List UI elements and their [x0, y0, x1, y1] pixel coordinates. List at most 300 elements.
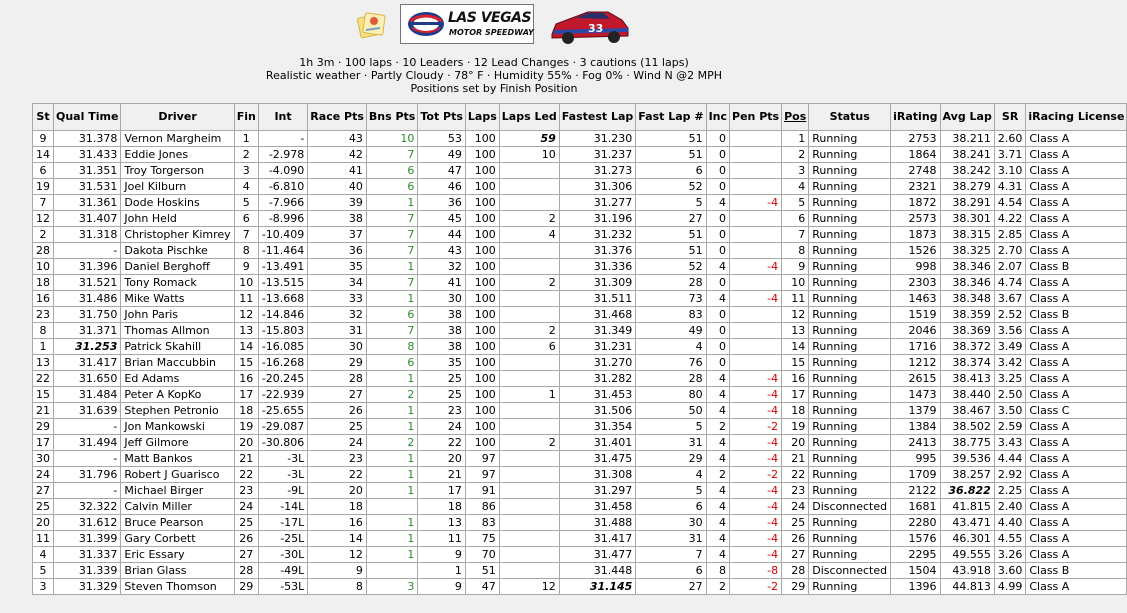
cell-status: Running: [809, 515, 891, 531]
cell-safety-rating: 4.22: [994, 211, 1026, 227]
cell-finish-pos: 13: [234, 323, 258, 339]
cell-avg-lap: 38.279: [940, 179, 994, 195]
cell-laps-led: 2: [499, 323, 559, 339]
cell-fastest-lap: 31.506: [559, 403, 636, 419]
cell-irating: 1864: [891, 147, 940, 163]
cell-incidents: 0: [706, 147, 729, 163]
cell-penalty-points: [730, 163, 782, 179]
cell-qual-time: 31.612: [54, 515, 121, 531]
cell-laps: 97: [465, 467, 499, 483]
cell-qual-time: 31.417: [54, 355, 121, 371]
cell-safety-rating: 4.44: [994, 451, 1026, 467]
cell-laps: 100: [465, 195, 499, 211]
cell-avg-lap: 38.346: [940, 275, 994, 291]
cell-position: 21: [782, 451, 809, 467]
cell-laps: 100: [465, 291, 499, 307]
cell-irating: 1473: [891, 387, 940, 403]
cell-avg-lap: 43.918: [940, 563, 994, 579]
cell-driver-name: Patrick Skahill: [121, 339, 234, 355]
cell-laps-led: [499, 563, 559, 579]
cell-interval: -16.268: [258, 355, 307, 371]
cell-irating: 2748: [891, 163, 940, 179]
cell-laps-led: [499, 403, 559, 419]
cell-fast-lap-number: 50: [636, 403, 706, 419]
cell-status: Running: [809, 467, 891, 483]
cell-irating: 2122: [891, 483, 940, 499]
cell-laps: 47: [465, 579, 499, 595]
cell-penalty-points: [730, 307, 782, 323]
cell-race-points: 34: [308, 275, 367, 291]
cell-incidents: 0: [706, 307, 729, 323]
cell-fast-lap-number: 73: [636, 291, 706, 307]
col-header-pos-sort[interactable]: [782, 104, 809, 131]
cell-driver-name: Troy Torgerson: [121, 163, 234, 179]
table-row: [33, 163, 1127, 179]
cell-penalty-points: -4: [730, 531, 782, 547]
cell-avg-lap: 44.813: [940, 579, 994, 595]
cell-race-points: 35: [308, 259, 367, 275]
table-row: [33, 435, 1127, 451]
cell-avg-lap: 38.348: [940, 291, 994, 307]
cell-safety-rating: 3.49: [994, 339, 1026, 355]
cell-fast-lap-number: 27: [636, 211, 706, 227]
cell-total-points: 45: [418, 211, 466, 227]
cell-race-points: 25: [308, 419, 367, 435]
cell-start-pos: 7: [33, 195, 54, 211]
cell-status: Running: [809, 371, 891, 387]
cell-race-points: 9: [308, 563, 367, 579]
cell-fastest-lap: 31.468: [559, 307, 636, 323]
cell-avg-lap: 49.555: [940, 547, 994, 563]
cell-finish-pos: 16: [234, 371, 258, 387]
cell-qual-time: 31.486: [54, 291, 121, 307]
cell-finish-pos: 23: [234, 483, 258, 499]
col-header-race-pts: Race Pts: [308, 104, 367, 131]
cell-laps: 100: [465, 435, 499, 451]
cell-status: Running: [809, 211, 891, 227]
table-row: [33, 323, 1127, 339]
cell-position: 13: [782, 323, 809, 339]
cell-laps-led: [499, 371, 559, 387]
cell-license-class: Class A: [1026, 467, 1127, 483]
cell-fast-lap-number: 80: [636, 387, 706, 403]
cell-license-class: Class B: [1026, 259, 1127, 275]
cell-laps: 100: [465, 355, 499, 371]
cell-safety-rating: 3.60: [994, 563, 1026, 579]
cell-qual-time: 31.494: [54, 435, 121, 451]
cell-qual-time: -: [54, 483, 121, 499]
cell-fastest-lap: 31.336: [559, 259, 636, 275]
table-row: [33, 211, 1127, 227]
car-number: 33: [588, 22, 604, 35]
cell-qual-time: 31.484: [54, 387, 121, 403]
cell-start-pos: 15: [33, 387, 54, 403]
cell-fastest-lap: 31.511: [559, 291, 636, 307]
cell-qual-time: 31.339: [54, 563, 121, 579]
cell-finish-pos: 11: [234, 291, 258, 307]
cell-interval: -11.464: [258, 243, 307, 259]
cell-status: Running: [809, 579, 891, 595]
cell-total-points: 17: [418, 483, 466, 499]
cell-penalty-points: -4: [730, 499, 782, 515]
cell-fast-lap-number: 6: [636, 499, 706, 515]
cell-laps-led: [499, 515, 559, 531]
cell-status: Running: [809, 403, 891, 419]
cell-laps: 100: [465, 259, 499, 275]
cell-irating: 2303: [891, 275, 940, 291]
cell-incidents: 0: [706, 131, 729, 147]
cell-qual-time: 31.399: [54, 531, 121, 547]
cell-driver-name: Brian Maccubbin: [121, 355, 234, 371]
cell-avg-lap: 38.467: [940, 403, 994, 419]
cell-laps-led: [499, 355, 559, 371]
cell-finish-pos: 19: [234, 419, 258, 435]
cell-irating: 995: [891, 451, 940, 467]
cell-irating: 2413: [891, 435, 940, 451]
cell-bonus-points: 2: [366, 387, 417, 403]
cell-safety-rating: 2.07: [994, 259, 1026, 275]
cell-total-points: 41: [418, 275, 466, 291]
cell-laps: 100: [465, 179, 499, 195]
cell-laps-led: 12: [499, 579, 559, 595]
cell-safety-rating: 3.71: [994, 147, 1026, 163]
cell-fastest-lap: 31.297: [559, 483, 636, 499]
cell-status: Running: [809, 227, 891, 243]
cell-avg-lap: 38.291: [940, 195, 994, 211]
cell-license-class: Class A: [1026, 355, 1127, 371]
cell-position: 26: [782, 531, 809, 547]
cell-safety-rating: 3.43: [994, 435, 1026, 451]
cell-start-pos: 4: [33, 547, 54, 563]
col-header-driver: Driver: [121, 104, 234, 131]
cell-bonus-points: 6: [366, 179, 417, 195]
cell-license-class: Class A: [1026, 419, 1127, 435]
table-row: [33, 307, 1127, 323]
cell-start-pos: 24: [33, 467, 54, 483]
cell-finish-pos: 17: [234, 387, 258, 403]
cell-race-points: 39: [308, 195, 367, 211]
cell-laps-led: [499, 163, 559, 179]
cell-avg-lap: 38.374: [940, 355, 994, 371]
cell-laps-led: [499, 195, 559, 211]
cell-race-points: 32: [308, 307, 367, 323]
cell-penalty-points: -4: [730, 291, 782, 307]
cell-irating: 1576: [891, 531, 940, 547]
cell-driver-name: Michael Birger: [121, 483, 234, 499]
cell-position: 8: [782, 243, 809, 259]
cell-status: Running: [809, 243, 891, 259]
cell-penalty-points: -4: [730, 371, 782, 387]
cell-safety-rating: 2.40: [994, 499, 1026, 515]
cell-fast-lap-number: 52: [636, 179, 706, 195]
cell-penalty-points: -2: [730, 467, 782, 483]
cell-interval: -29.087: [258, 419, 307, 435]
col-header-fastest-lap: Fastest Lap: [559, 104, 636, 131]
cell-avg-lap: 38.413: [940, 371, 994, 387]
cell-bonus-points: 7: [366, 275, 417, 291]
cell-license-class: Class A: [1026, 387, 1127, 403]
cell-safety-rating: 4.31: [994, 179, 1026, 195]
cell-fastest-lap: 31.232: [559, 227, 636, 243]
cell-laps-led: [499, 307, 559, 323]
cell-total-points: 11: [418, 531, 466, 547]
cell-irating: 2753: [891, 131, 940, 147]
cell-safety-rating: 3.56: [994, 323, 1026, 339]
cell-race-points: 40: [308, 179, 367, 195]
cell-driver-name: Steven Thomson: [121, 579, 234, 595]
table-row: [33, 547, 1127, 563]
cell-start-pos: 16: [33, 291, 54, 307]
cell-laps-led: 2: [499, 435, 559, 451]
cell-status: Running: [809, 435, 891, 451]
cell-interval: -7.966: [258, 195, 307, 211]
cell-bonus-points: [366, 499, 417, 515]
cell-bonus-points: 10: [366, 131, 417, 147]
cell-avg-lap: 38.242: [940, 163, 994, 179]
cell-license-class: Class A: [1026, 547, 1127, 563]
cell-irating: 1709: [891, 467, 940, 483]
cell-position: 11: [782, 291, 809, 307]
cell-bonus-points: 1: [366, 195, 417, 211]
cell-incidents: 0: [706, 355, 729, 371]
table-row: [33, 531, 1127, 547]
cell-incidents: 0: [706, 339, 729, 355]
cell-race-points: 12: [308, 547, 367, 563]
cell-fast-lap-number: 6: [636, 563, 706, 579]
cell-incidents: 4: [706, 515, 729, 531]
cell-fastest-lap: 31.309: [559, 275, 636, 291]
cell-status: Running: [809, 419, 891, 435]
cell-finish-pos: 18: [234, 403, 258, 419]
col-header-laps-led: Laps Led: [499, 104, 559, 131]
cell-license-class: Class A: [1026, 131, 1127, 147]
cell-penalty-points: [730, 323, 782, 339]
cell-driver-name: Thomas Allmon: [121, 323, 234, 339]
cell-incidents: 0: [706, 227, 729, 243]
cell-driver-name: Jeff Gilmore: [121, 435, 234, 451]
cell-avg-lap: 38.440: [940, 387, 994, 403]
cell-bonus-points: 7: [366, 243, 417, 259]
cell-total-points: 20: [418, 451, 466, 467]
cell-position: 3: [782, 163, 809, 179]
cell-laps: 100: [465, 163, 499, 179]
table-row: [33, 467, 1127, 483]
cell-fastest-lap: 31.488: [559, 515, 636, 531]
cell-interval: -3L: [258, 467, 307, 483]
cell-position: 27: [782, 547, 809, 563]
cell-penalty-points: -4: [730, 515, 782, 531]
cell-license-class: Class B: [1026, 307, 1127, 323]
cell-finish-pos: 21: [234, 451, 258, 467]
cell-position: 18: [782, 403, 809, 419]
cell-fastest-lap: 31.282: [559, 371, 636, 387]
cell-position: 28: [782, 563, 809, 579]
cell-incidents: 2: [706, 579, 729, 595]
cell-interval: -4.090: [258, 163, 307, 179]
cell-position: 4: [782, 179, 809, 195]
cell-qual-time: 31.650: [54, 371, 121, 387]
cell-laps: 100: [465, 339, 499, 355]
cell-driver-name: Robert J Guarisco: [121, 467, 234, 483]
cell-avg-lap: 38.325: [940, 243, 994, 259]
cell-fastest-lap: 31.270: [559, 355, 636, 371]
cell-interval: -53L: [258, 579, 307, 595]
table-row: [33, 579, 1127, 595]
cell-fast-lap-number: 49: [636, 323, 706, 339]
cell-fast-lap-number: 7: [636, 547, 706, 563]
cell-driver-name: Calvin Miller: [121, 499, 234, 515]
table-row: [33, 131, 1127, 147]
cell-status: Running: [809, 291, 891, 307]
cell-race-points: 27: [308, 387, 367, 403]
cell-driver-name: Christopher Kimrey: [121, 227, 234, 243]
cell-laps: 100: [465, 307, 499, 323]
cell-position: 25: [782, 515, 809, 531]
cell-fastest-lap: 31.308: [559, 467, 636, 483]
cell-fast-lap-number: 5: [636, 195, 706, 211]
cell-total-points: 1: [418, 563, 466, 579]
cell-laps-led: 1: [499, 387, 559, 403]
cell-position: 1: [782, 131, 809, 147]
cell-driver-name: Matt Bankos: [121, 451, 234, 467]
cell-total-points: 32: [418, 259, 466, 275]
cell-interval: -25L: [258, 531, 307, 547]
cell-penalty-points: -4: [730, 403, 782, 419]
cell-total-points: 21: [418, 467, 466, 483]
cell-total-points: 47: [418, 163, 466, 179]
cell-interval: -14.846: [258, 307, 307, 323]
cell-safety-rating: 2.92: [994, 467, 1026, 483]
race-car-icon: [548, 4, 632, 46]
cell-incidents: 4: [706, 435, 729, 451]
cell-penalty-points: -4: [730, 195, 782, 211]
cell-driver-name: Joel Kilburn: [121, 179, 234, 195]
cell-laps-led: [499, 547, 559, 563]
cell-qual-time: 31.371: [54, 323, 121, 339]
cell-laps-led: [499, 243, 559, 259]
col-header-int: Int: [258, 104, 307, 131]
cell-qual-time: 31.396: [54, 259, 121, 275]
cell-license-class: Class A: [1026, 147, 1127, 163]
cell-irating: 1212: [891, 355, 940, 371]
cell-fast-lap-number: 5: [636, 483, 706, 499]
cell-penalty-points: [730, 211, 782, 227]
cell-penalty-points: [730, 243, 782, 259]
table-row: [33, 243, 1127, 259]
cell-incidents: 4: [706, 291, 729, 307]
race-summary: [0, 56, 988, 95]
cell-position: 24: [782, 499, 809, 515]
track-logo-subtitle: MOTOR SPEEDWAY: [449, 28, 534, 37]
cell-laps: 97: [465, 451, 499, 467]
cell-avg-lap: 38.775: [940, 435, 994, 451]
pos-sort-link[interactable]: Pos: [784, 110, 807, 123]
cell-race-points: 33: [308, 291, 367, 307]
cell-incidents: 4: [706, 387, 729, 403]
cell-fast-lap-number: 28: [636, 371, 706, 387]
cell-qual-time: 31.531: [54, 179, 121, 195]
cell-irating: 2615: [891, 371, 940, 387]
cell-fastest-lap: 31.448: [559, 563, 636, 579]
cell-fastest-lap: 31.231: [559, 339, 636, 355]
cell-fastest-lap: 31.306: [559, 179, 636, 195]
results-header-row: [33, 104, 1127, 131]
cell-license-class: Class A: [1026, 339, 1127, 355]
cell-status: Disconnected: [809, 499, 891, 515]
cell-total-points: 9: [418, 547, 466, 563]
cell-safety-rating: 2.52: [994, 307, 1026, 323]
cell-fast-lap-number: 29: [636, 451, 706, 467]
cell-qual-time: 31.407: [54, 211, 121, 227]
cell-license-class: Class A: [1026, 483, 1127, 499]
cell-laps-led: [499, 259, 559, 275]
cell-race-points: 37: [308, 227, 367, 243]
cell-start-pos: 9: [33, 131, 54, 147]
cell-position: 10: [782, 275, 809, 291]
cell-fast-lap-number: 28: [636, 275, 706, 291]
cell-race-points: 30: [308, 339, 367, 355]
cell-position: 9: [782, 259, 809, 275]
cell-fast-lap-number: 31: [636, 435, 706, 451]
cell-finish-pos: 25: [234, 515, 258, 531]
cell-irating: 998: [891, 259, 940, 275]
col-header-laps: Laps: [465, 104, 499, 131]
cell-status: Running: [809, 131, 891, 147]
track-logo-title: LAS VEGAS: [448, 10, 532, 26]
cell-laps-led: [499, 291, 559, 307]
cell-laps: 100: [465, 419, 499, 435]
cell-fastest-lap: 31.354: [559, 419, 636, 435]
cell-irating: 1384: [891, 419, 940, 435]
cell-status: Running: [809, 547, 891, 563]
cell-interval: -20.245: [258, 371, 307, 387]
cell-driver-name: Eddie Jones: [121, 147, 234, 163]
col-header-st: St: [33, 104, 54, 131]
col-header-avg-lap: Avg Lap: [940, 104, 994, 131]
table-row: [33, 259, 1127, 275]
cell-laps-led: [499, 451, 559, 467]
cell-bonus-points: 6: [366, 355, 417, 371]
cell-irating: 1396: [891, 579, 940, 595]
cell-position: 20: [782, 435, 809, 451]
cell-finish-pos: 4: [234, 179, 258, 195]
cell-race-points: 26: [308, 403, 367, 419]
table-row: [33, 419, 1127, 435]
cell-bonus-points: 1: [366, 467, 417, 483]
cell-qual-time: 31.351: [54, 163, 121, 179]
cell-total-points: 38: [418, 339, 466, 355]
table-row: [33, 387, 1127, 403]
cell-start-pos: 29: [33, 419, 54, 435]
cell-avg-lap: 38.369: [940, 323, 994, 339]
cell-interval: -10.409: [258, 227, 307, 243]
cell-status: Running: [809, 451, 891, 467]
cell-laps-led: [499, 499, 559, 515]
cell-finish-pos: 10: [234, 275, 258, 291]
table-row: [33, 563, 1127, 579]
cell-license-class: Class A: [1026, 163, 1127, 179]
cell-finish-pos: 3: [234, 163, 258, 179]
cell-qual-time: 31.750: [54, 307, 121, 323]
cell-fastest-lap: 31.475: [559, 451, 636, 467]
table-row: [33, 275, 1127, 291]
cell-penalty-points: [730, 179, 782, 195]
weather-summary-line: Realistic weather · Partly Cloudy · 78° F · Humidity 55% · Fog 0% · Wind N @2 MPH: [265, 69, 723, 82]
cell-safety-rating: 2.59: [994, 419, 1026, 435]
cell-bonus-points: 7: [366, 147, 417, 163]
cell-fastest-lap: 31.196: [559, 211, 636, 227]
cell-start-pos: 1: [33, 339, 54, 355]
